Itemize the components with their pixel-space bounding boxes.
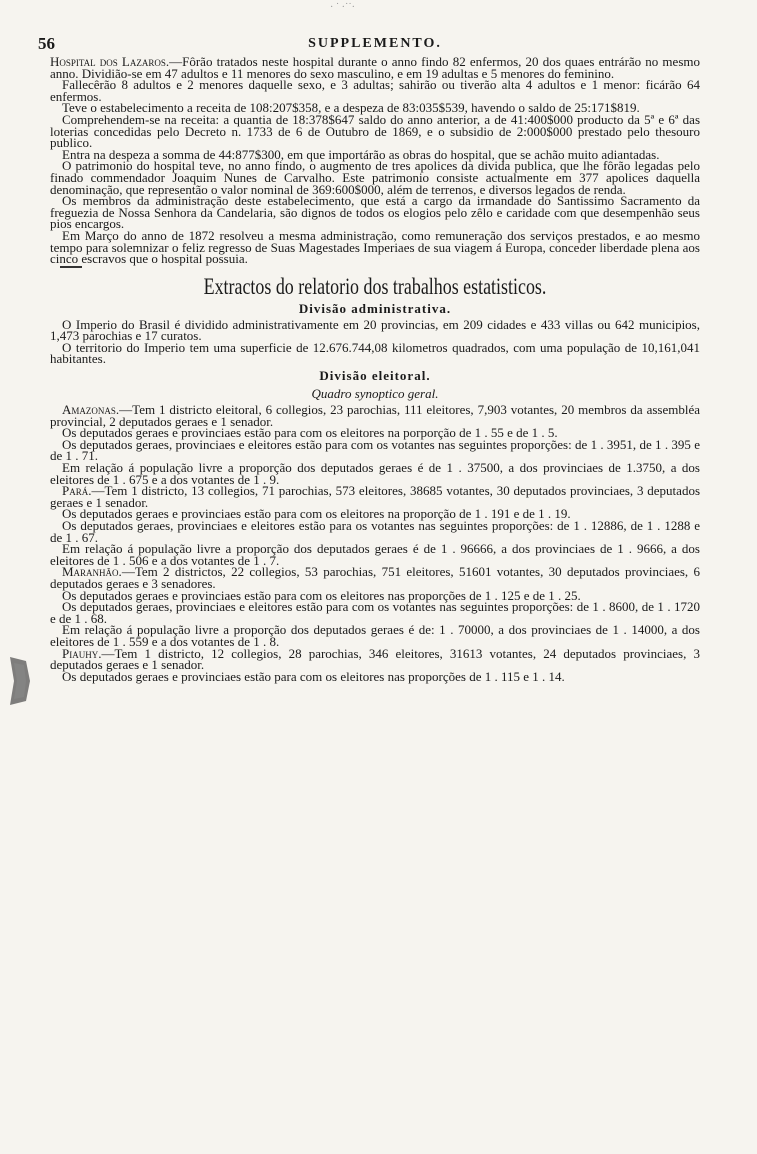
paragraph-amazonas-2: Os deputados geraes e provinciaes estão para com os eleitores na porporção de 1 . 55 e de 1 . 5. [62,425,558,441]
paragraph-revenue: Teve o estabelecimento a receita de 108:207$358, e a despeza de 83:035$539, havendo o saldo de 25:171$819. [62,100,640,116]
paragraph-revenue-detail: Comprehendem-se na receita: a quantia de 18:378$647 saldo do anno anterior, a de 41:400$000 producto da 5ª e 6ª das loterias concedidas pelo Decreto n. 1733 de 6 de Outubro de 1869, e o subsidio de 2:000$000 prestado pelo thesouro publico. [50,111,700,151]
paragraph-para-3: Os deputados geraes, provinciaes e eleitores estão para os votantes nas seguintes proporções: de 1 . 12886, de 1 . 1288 e de 1 . 67. [50,518,700,545]
paragraph-para-1 [50,485,700,508]
paragraph-maranhao-1 [50,566,700,589]
paragraph-march-1872: Em Março do anno de 1872 resolveu a mesma administração, como remuneração dos serviços prestados, e ao mesmo tempo para solemnizar o feliz regresso de Suas Magestades Imperiaes de sua viagem á Europa, conceder liberdade plena aos cinco escravos que o hospital possuia. [50,227,700,267]
paragraph-hospital-intro [50,56,700,79]
para-text: —Tem 1 districto, 13 collegios, 71 parochias, 573 eleitores, 38685 votantes, 30 deputados provinciaes, 3 deputados geraes e 1 senador. [50,483,700,510]
amazonas-text: —Tem 1 districto eleitoral, 6 collegios, 23 parochias, 111 eleitores, 7,903 votantes, 20 membros da assembléa provincial, 2 deputados geraes e 1 senador. [50,402,700,429]
maranhao-label: Maranhão. [62,564,122,580]
paragraph-administration: Os membros da administração deste estabelecimento, que está a cargo da irmandade do Santissimo Sacramento da freguezia de Nossa Senhora da Candelaria, são dignos de todos os elogios pelo zêlo e caridade com que desempenhão seus pios encargos. [50,193,700,232]
page-number: 56 [38,34,55,53]
paragraph-amazonas-4: Em relação á população livre a proporção dos deputados geraes é de 1 . 37500, a dos provinciaes de 1.3750, a dos eleitores de 1 . 675 e a dos votantes de 1 . 9. [50,460,700,487]
page-header [38,34,700,56]
piauhy-text: —Tem 1 districto, 12 collegios, 28 parochias, 346 eleitores, 31613 votantes, 24 deputados provinciaes, 3 deputados geraes e 1 senador. [50,645,700,673]
paragraph-maranhao-2: Os deputados geraes e provinciaes estão para com os eleitores nas proporções de 1 . 125 e de 1 . 25. [62,587,581,603]
piauhy-label: Piauhy. [62,645,102,661]
amazonas-label: Amazonas. [62,402,120,418]
extracts-title: Extractos do relatorio dos trabalhos estatisticos. [203,273,547,299]
electoral-division-heading: Divisão eleitoral. [319,368,431,384]
paragraph-admin-2: O territorio do Imperio tem uma superficie de 12.676.744,08 kilometros quadrados, com uma população de 10,161,041 habitantes. [50,339,700,367]
paragraph-piauhy-1 [50,645,700,673]
margin-tab-mark [6,655,34,707]
paragraph-para-2: Os deputados geraes e provinciaes estão para com os eleitores na proporção de 1 . 191 e de 1 . 19. [62,506,571,522]
paragraph-piauhy-2: Os deputados geraes e provinciaes estão para com os eleitores nas proporções de 1 . 115 e 1 . 14. [62,668,565,684]
hospital-label: Hospital dos Lazaros. [50,54,170,69]
paragraph-expenses: Entra na despeza a somma de 44:877$300, em que importárão as obras do hospital, que se achão muito adiantadas. [62,146,660,162]
paragraph-maranhao-4: Em relação á população livre a proporção dos deputados geraes é de: 1 . 70000, a dos provinciaes de 1 . 14000, a dos eleitores de 1 . 559 e a dos votantes de 1 . 8. [50,622,700,649]
maranhao-text: —Tem 2 districtos, 22 collegios, 53 parochias, 751 eleitores, 51601 votantes, 30 deputados provinciaes, 6 deputados geraes e 3 senadores. [50,564,700,591]
paragraph-patrimony: O patrimonio do hospital teve, no anno findo, o augmento de tres apolices da divida publica, que lhe fôrão legadas pelo finado commendador Joaquim Nunes de Carvalho. Este patrimonio consiste actualmente em 377 apolices daquella denominação, que representão o valor nominal de 369:600$000, além de terrenos, e diversos legados de renda. [50,158,700,197]
running-title: SUPPLEMENTO. [308,36,442,51]
paragraph-maranhao-3: Os deputados geraes, provinciaes e eleitores estão para com os votantes nas seguintes proporções: de 1 . 8600, de 1 . 1720 e de 1 . 68. [50,599,700,626]
paragraph-para-4: Em relação á população livre a proporção dos deputados geraes é de 1 . 96666, a dos provinciaes de 1 . 9666, a dos eleitores de 1 . 506 e a dos votantes de 1 . 7. [50,541,700,568]
admin-division-heading: Divisão administrativa. [298,300,452,316]
document-page [38,34,700,684]
paragraph-amazonas-1 [50,404,700,427]
paragraph-admin-1: O Imperio do Brasil é dividido administrativamente em 20 provincias, em 209 cidades e 433 villas ou 642 municipios, 1,473 parochias e 17 curatos. [50,316,700,344]
paragraph-amazonas-3: Os deputados geraes, provinciaes e eleitores estão para com os votantes nas seguintes proporções: de 1 . 3951, de 1 . 395 e de 1 . 71. [50,436,700,464]
hospital-intro-text: —Fôrão tratados neste hospital durante o anno findo 82 enfermos, 20 dos quaes entrárão no mesmo anno. Dividião-se em 47 adultos e 11 menores do sexo masculino, e em 19 adultas e 5 menores do feminino. [50,54,700,81]
synoptic-heading: Quadro synoptico geral. [311,386,439,402]
para-label: Pará. [62,483,92,499]
paragraph-deaths: Fallecêrão 8 adultos e 2 menores daquelle sexo, e 3 adultas; sahirão ou tiverão alta 4 adultos e 1 menor: ficárão 64 enfermos. [50,77,700,104]
print-smudge: · ˙ ·˙˙· [330,2,355,13]
